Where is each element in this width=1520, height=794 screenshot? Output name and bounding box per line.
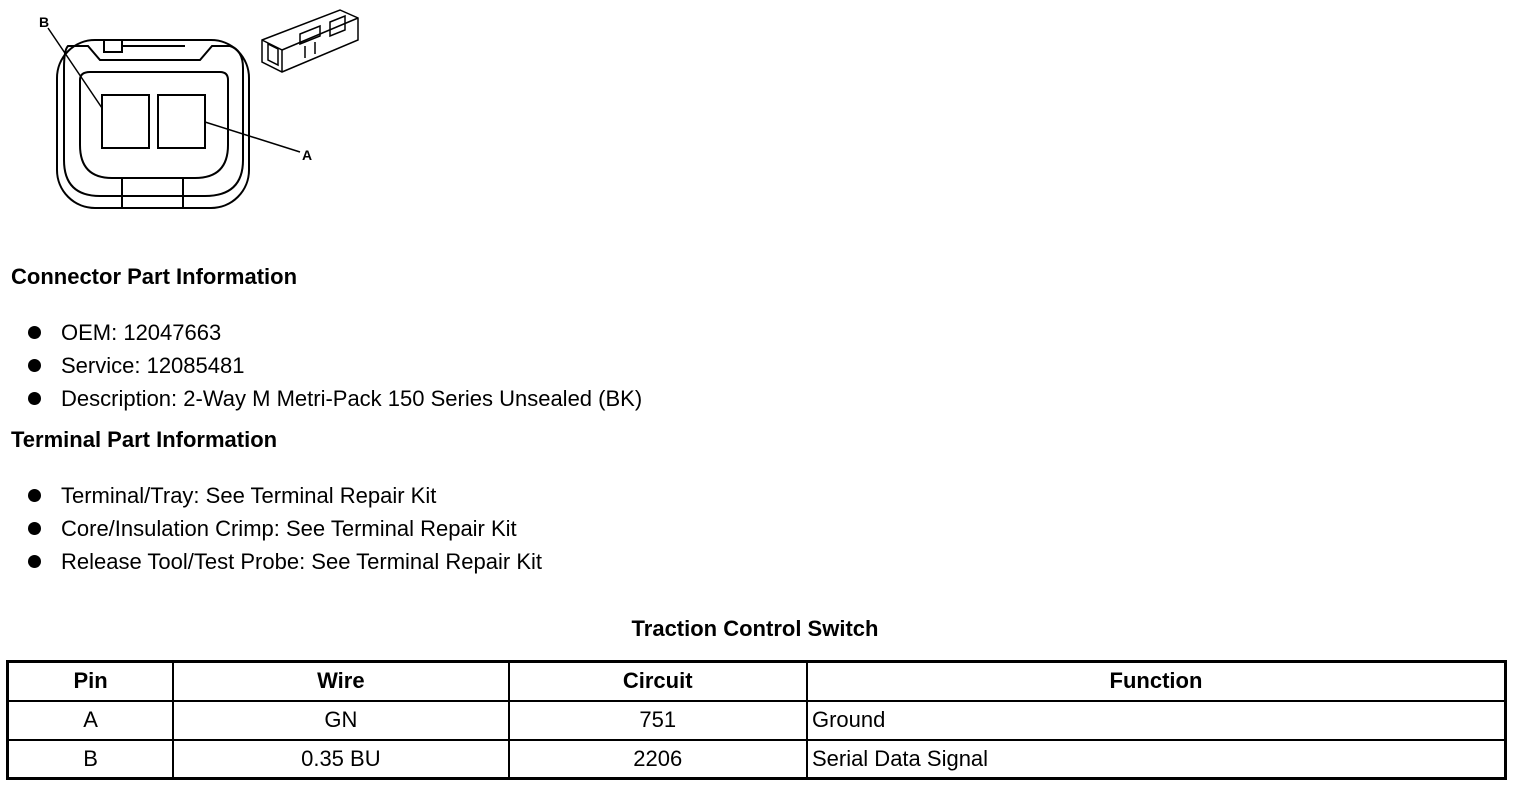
table-row bbox=[8, 740, 1506, 779]
table-header-row bbox=[8, 662, 1506, 701]
connector-service: Service: 12085481 bbox=[61, 352, 245, 378]
bullet-icon bbox=[28, 489, 41, 502]
connector-outer-housing bbox=[57, 40, 249, 208]
cell-pin: B bbox=[8, 740, 174, 779]
header-circuit: Circuit bbox=[509, 662, 807, 701]
cell-circuit: 2206 bbox=[509, 740, 807, 779]
header-pin: Pin bbox=[8, 662, 174, 701]
list-item bbox=[28, 382, 642, 415]
cell-function: Serial Data Signal bbox=[807, 740, 1506, 779]
cell-pin: A bbox=[8, 701, 174, 740]
diagram-label-b: B bbox=[39, 14, 50, 30]
terminal-tray: Terminal/Tray: See Terminal Repair Kit bbox=[61, 482, 437, 508]
terminal-release-tool: Release Tool/Test Probe: See Terminal Repair Kit bbox=[61, 548, 542, 574]
connector-bottom-key bbox=[122, 178, 183, 208]
pinout-table bbox=[6, 660, 1507, 780]
header-wire: Wire bbox=[173, 662, 508, 701]
list-item bbox=[28, 545, 542, 578]
list-item bbox=[28, 316, 642, 349]
terminal-crimp: Core/Insulation Crimp: See Terminal Repair Kit bbox=[61, 515, 517, 541]
cell-wire: GN bbox=[173, 701, 508, 740]
table-row bbox=[8, 701, 1506, 740]
connector-face-diagram bbox=[30, 0, 370, 215]
bullet-icon bbox=[28, 555, 41, 568]
connector-top-latch bbox=[104, 40, 122, 52]
cell-function: Ground bbox=[807, 701, 1506, 740]
connector-thumbnail bbox=[262, 10, 358, 72]
connector-description: Description: 2-Way M Metri-Pack 150 Series Unsealed (BK) bbox=[61, 385, 643, 411]
leader-line-a bbox=[205, 122, 300, 152]
list-item bbox=[28, 512, 542, 545]
diagram-label-a: A bbox=[302, 147, 313, 163]
bullet-icon bbox=[28, 522, 41, 535]
bullet-icon bbox=[28, 326, 41, 339]
table-caption: Traction Control Switch bbox=[631, 616, 879, 641]
cavity-b bbox=[102, 95, 149, 148]
cavity-a bbox=[158, 95, 205, 148]
list-item bbox=[28, 479, 542, 512]
bullet-icon bbox=[28, 392, 41, 405]
terminal-part-heading: Terminal Part Information bbox=[11, 427, 278, 452]
connector-part-heading: Connector Part Information bbox=[11, 264, 298, 289]
cell-wire: 0.35 BU bbox=[173, 740, 508, 779]
terminal-part-list bbox=[28, 479, 542, 578]
connector-part-list bbox=[28, 316, 642, 415]
bullet-icon bbox=[28, 359, 41, 372]
connector-oem: OEM: 12047663 bbox=[61, 319, 222, 345]
cell-circuit: 751 bbox=[509, 701, 807, 740]
list-item bbox=[28, 349, 642, 382]
header-function: Function bbox=[807, 662, 1506, 701]
